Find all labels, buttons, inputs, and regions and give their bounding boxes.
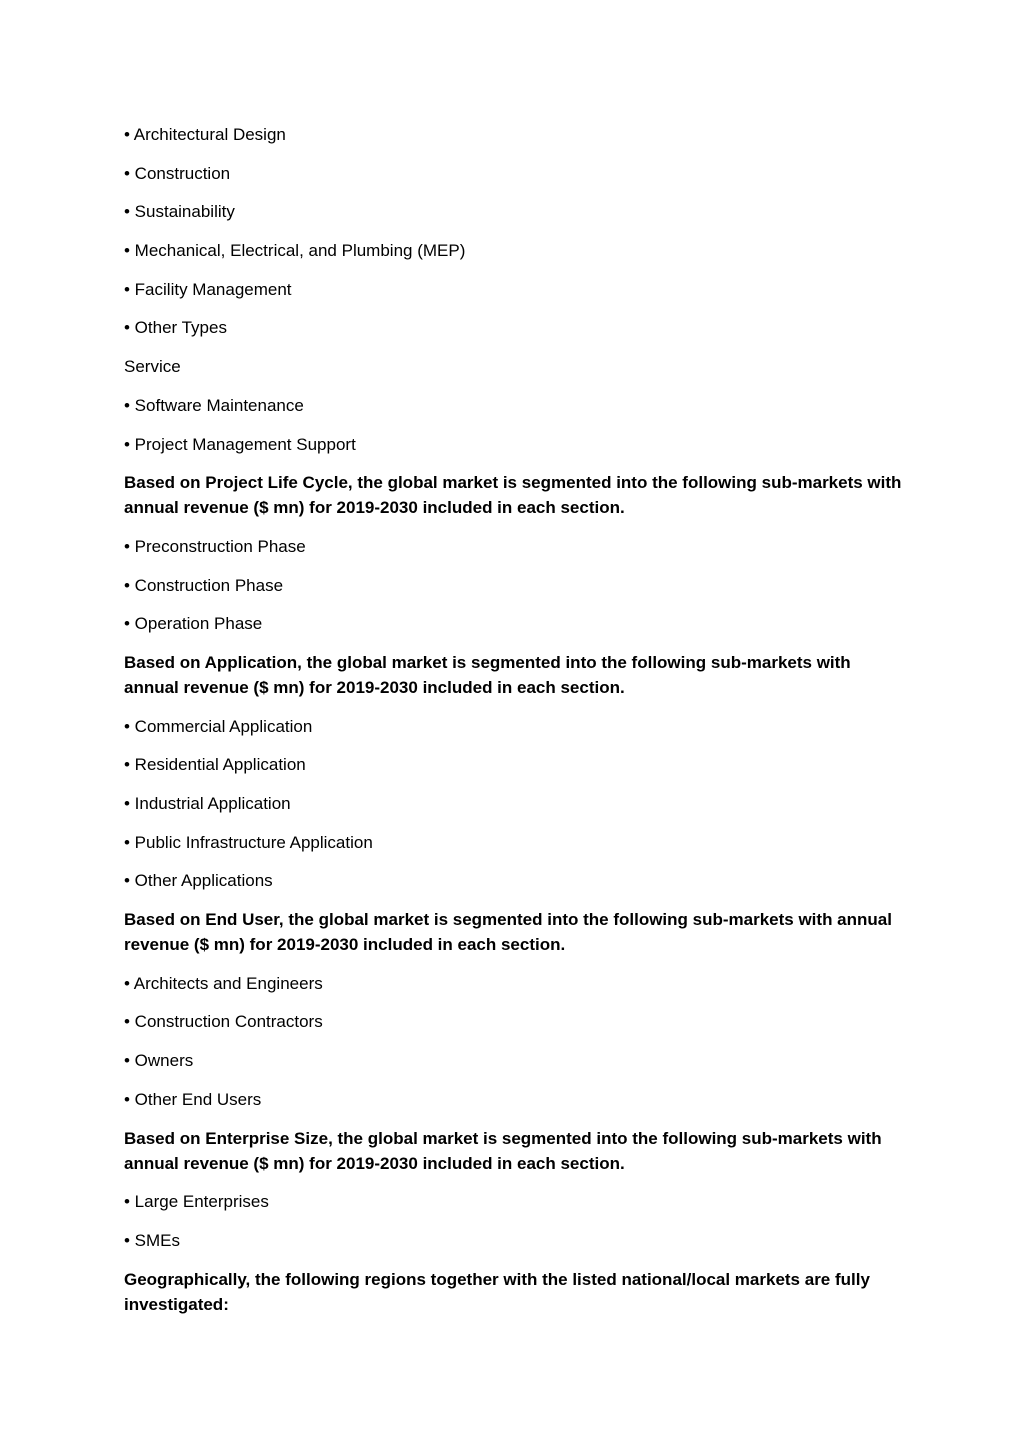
list-item: • Preconstruction Phase [124,536,306,556]
list-item: • Construction Contractors [124,1012,323,1032]
list-item: • Operation Phase [124,614,263,634]
list-item: • Software Maintenance [124,395,304,415]
section-heading: Based on Enterprise Size, the global market is segmented into the following sub-markets with annual revenue ($ mn) for 2019-2030 included in each section. [124,1128,882,1173]
list-item: • Facility Management [124,279,292,299]
list-item: • Commercial Application [124,716,313,736]
list-item: • Construction Phase [124,575,284,595]
list-item: • Other Applications [124,871,273,891]
section-heading: Based on End User, the global market is segmented into the following sub-markets with annual revenue ($ mn) for 2019-2030 included in each section. [124,910,892,955]
list-item: • Residential Application [124,755,306,775]
list-item: • Owners [124,1051,194,1071]
document-page [124,122,904,1330]
list-item: • SMEs [124,1230,181,1250]
section-label: Service [124,357,181,377]
list-item: • Other End Users [124,1089,262,1109]
list-item: • Architectural Design [124,125,286,144]
list-item: • Architects and Engineers [124,973,323,993]
list-item: • Construction [124,163,231,183]
section-heading: Geographically, the following regions together with the listed national/local markets are fully investigated: [124,1269,870,1314]
list-item: • Public Infrastructure Application [124,832,373,852]
list-item: • Project Management Support [124,434,356,454]
section-heading: Based on Application, the global market is segmented into the following sub-markets with annual revenue ($ mn) for 2019-2030 included in each section. [124,652,851,697]
list-item: • Industrial Application [124,794,291,813]
list-item: • Mechanical, Electrical, and Plumbing (MEP) [124,241,466,261]
list-item: • Sustainability [124,202,235,222]
list-item: • Large Enterprises [124,1192,269,1212]
list-item: • Other Types [124,318,227,338]
section-heading: Based on Project Life Cycle, the global market is segmented into the following sub-markets with annual revenue ($ mn) for 2019-2030 included in each section. [124,473,902,518]
